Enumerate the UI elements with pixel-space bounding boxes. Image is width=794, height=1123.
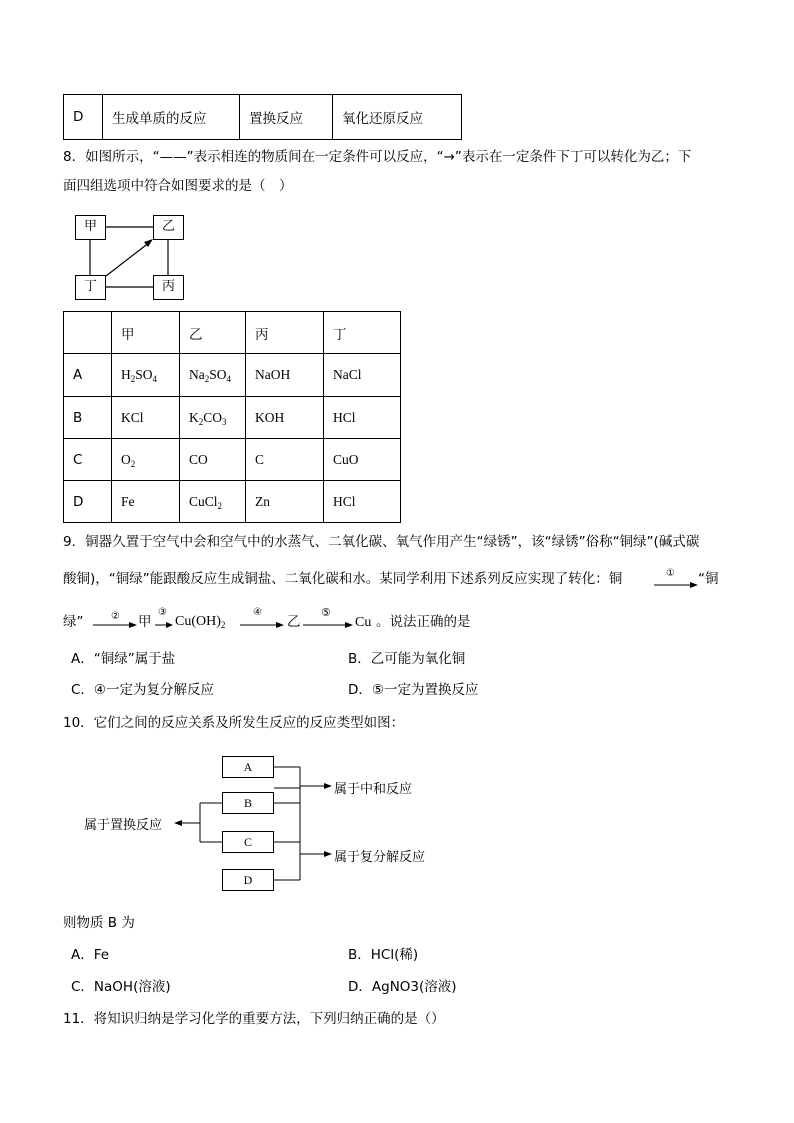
arrow-label: ⑤	[321, 606, 331, 619]
q10-box-d: D	[222, 869, 274, 891]
reaction-arrow-icon	[155, 620, 173, 630]
q9-option-d: D．⑤一定为置换反应	[348, 682, 479, 698]
formula-cell: C	[246, 439, 324, 481]
top-table-cell: D	[64, 95, 103, 140]
table-header-cell: 甲	[112, 312, 180, 354]
top-table	[63, 94, 462, 140]
q8-line1: 8．如图所示，“——”表示相连的物质间在一定条件可以反应，“→”表示在一定条件下丁可以转化为乙；下	[63, 149, 692, 165]
arrow-label: ②	[111, 611, 120, 622]
formula-cell: NaCl	[324, 354, 401, 397]
q9-line2-end: “铜	[698, 571, 719, 587]
formula-cell: HCl	[324, 481, 401, 523]
table-row	[64, 481, 401, 523]
table-row	[64, 354, 401, 397]
q10-option-c: C．NaOH(溶液)	[71, 979, 171, 995]
q9-cuoh2: $Cu(OH)_2$	[175, 614, 226, 630]
formula-cell: Fe	[112, 481, 180, 523]
q10-box-b: B	[222, 792, 274, 814]
table-row	[64, 397, 401, 439]
q9-option-c: C．④一定为复分解反应	[71, 682, 215, 698]
q8-box-jia: 甲	[75, 215, 106, 240]
q8-box-bing: 丙	[153, 275, 184, 300]
q10-label-displace: 属于置换反应	[84, 817, 163, 832]
formula-cell: CuCl$_2$	[180, 481, 246, 523]
q9-line2	[63, 570, 622, 588]
q10-option-d: D．AgNO3(溶液)	[348, 979, 457, 995]
q8-table	[63, 311, 401, 523]
formula-cell: CuO	[324, 439, 401, 481]
table-header-cell: 丙	[246, 312, 324, 354]
q10-question: 则物质 B 为	[63, 915, 135, 931]
q8-box-ding: 丁	[75, 275, 106, 300]
reaction-arrow-icon	[303, 620, 353, 630]
q9-jia: 甲	[138, 614, 152, 630]
q9-tail: 。说法正确的是	[376, 614, 471, 630]
table-row	[64, 312, 401, 354]
top-table-cell: 置换反应	[240, 95, 333, 140]
formula-cell: $Na_2SO_4$	[180, 354, 246, 397]
q8-box-yi: 乙	[153, 215, 184, 240]
q9-line2-text: 酸铜)，“铜绿”能跟酸反应生成铜盐、二氧化碳和水。某同学利用下述系列反应实现了转化：铜	[63, 571, 623, 587]
q10-box-c: C	[222, 831, 274, 853]
formula-cell: CO	[180, 439, 246, 481]
q10-label-double: 属于复分解反应	[334, 849, 426, 864]
table-header-cell	[64, 312, 112, 354]
q10-box-a: A	[222, 756, 274, 778]
top-table-cell: 生成单质的反应	[103, 95, 240, 140]
formula-cell: $H_2SO_4$	[112, 354, 180, 397]
q9-option-b: B．乙可能为氧化铜	[348, 651, 466, 667]
q10-option-a: A．Fe	[71, 947, 110, 963]
arrow-label: ④	[253, 607, 262, 618]
arrow-label: ③	[158, 607, 167, 618]
formula-cell: HCl	[324, 397, 401, 439]
reaction-arrow-icon	[240, 620, 284, 630]
q8-line2: 面四组选项中符合如图要求的是（ ）	[63, 178, 293, 194]
table-header-cell: 丁	[324, 312, 401, 354]
q9-yi: 乙	[287, 614, 301, 630]
q10-label-neutral: 属于中和反应	[334, 781, 413, 796]
q9-line1: 9．铜器久置于空气中会和空气中的水蒸气、二氧化碳、氧气作用产生“绿锈”，该“绿锈”俗称“铜绿”(碱式碳	[63, 534, 700, 550]
q11-stem: 11．将知识归纳是学习化学的重要方法，下列归纳正确的是（）	[63, 1011, 445, 1027]
table-row	[64, 439, 401, 481]
formula-cell: KCl	[112, 397, 180, 439]
q9-cu: Cu	[355, 615, 372, 630]
table-header-cell: 乙	[180, 312, 246, 354]
row-label: A	[64, 354, 112, 397]
formula-cell: $K_2CO_3$	[180, 397, 246, 439]
row-label: C	[64, 439, 112, 481]
q10-option-b: B．HCl(稀)	[348, 947, 419, 963]
q9-line3-start: 绿”	[63, 614, 84, 630]
formula-cell: Zn	[246, 481, 324, 523]
formula-cell: $O_2$	[112, 439, 180, 481]
top-table-cell: 氧化还原反应	[333, 95, 462, 140]
reaction-arrow-icon	[654, 580, 698, 590]
row-label: D	[64, 481, 112, 523]
row-label: B	[64, 397, 112, 439]
formula-cell: KOH	[246, 397, 324, 439]
formula-cell: NaOH	[246, 354, 324, 397]
q9-option-a: A．“铜绿”属于盐	[71, 651, 176, 667]
q10-stem: 10．它们之间的反应关系及所发生反应的反应类型如图：	[63, 715, 405, 731]
arrow-label: ①	[666, 568, 675, 579]
